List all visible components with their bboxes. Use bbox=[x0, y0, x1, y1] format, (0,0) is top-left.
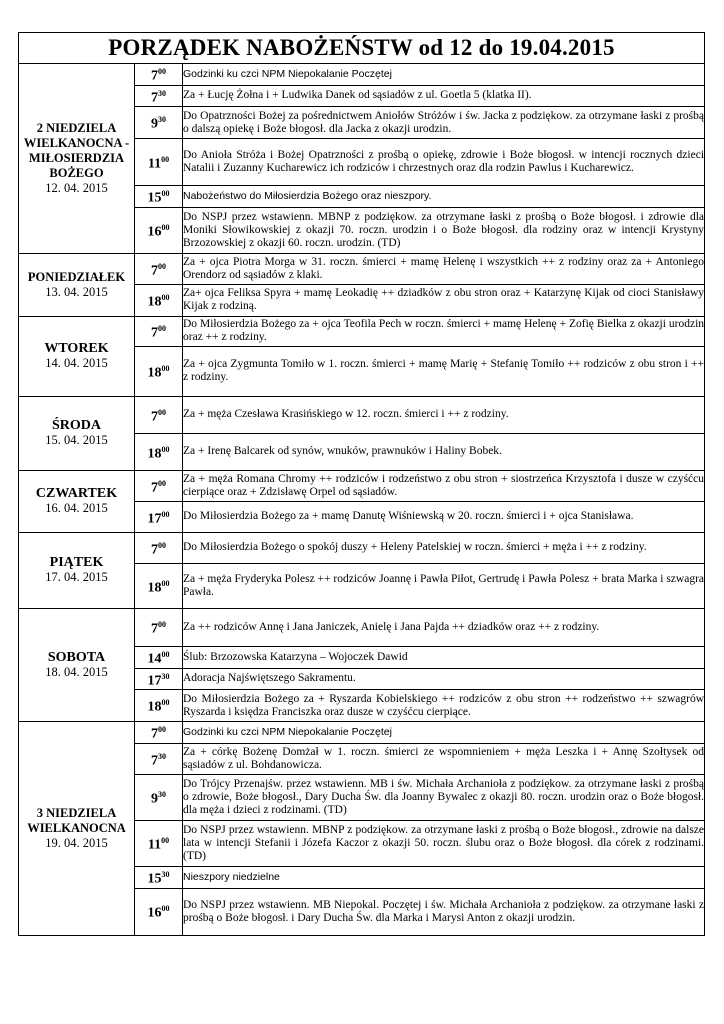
mass-intention: Do Miłosierdzia Bożego o spokój duszy + Heleny Patelskiej w roczn. śmierci + męża i ++ z rodziny. bbox=[183, 532, 705, 563]
time-hour: 7 bbox=[151, 753, 158, 769]
day-cell bbox=[19, 64, 135, 254]
time-hour: 7 bbox=[151, 263, 158, 279]
mass-intention: Do Trójcy Przenajśw. przez wstawienn. MB i św. Michała Archanioła z podziękow. za otrzymane łaski z prośbą o zdrowie, Boże błogosł., Dary Ducha Św. dla Joanny Bywalec z okazji 80. roczn. urodzin oraz o Boże błogosł. dla męża i dzieci z rodzinami. (TD) bbox=[183, 774, 705, 820]
time-hour: 7 bbox=[151, 409, 158, 425]
day-cell bbox=[19, 470, 135, 532]
day-name: ŚRODA bbox=[51, 418, 101, 434]
time-minutes: 00 bbox=[158, 261, 166, 271]
mass-intention: Do Anioła Stróża i Bożej Opatrzności z prośbą o opiekę, zdrowie i Boże błogosł. w intencji rocznych dzieci Natalii i Zuzanny Kucharewicz ich rodziców i chrzestnych oraz dla rodzin Pawlus i Kucharewicz. bbox=[183, 139, 705, 186]
mass-time bbox=[135, 563, 183, 608]
mass-time bbox=[135, 668, 183, 690]
time-minutes: 00 bbox=[161, 836, 170, 846]
day-cell bbox=[19, 532, 135, 608]
page-title: PORZĄDEK NABOŻEŃSTW od 12 do 19.04.2015 bbox=[19, 33, 705, 64]
time-hour: 7 bbox=[151, 542, 158, 558]
mass-time bbox=[135, 501, 183, 532]
mass-time bbox=[135, 722, 183, 744]
time-hour: 15 bbox=[147, 190, 162, 206]
time-minutes: 30 bbox=[158, 88, 166, 98]
mass-time bbox=[135, 820, 183, 866]
time-minutes: 00 bbox=[161, 223, 170, 233]
mass-time bbox=[135, 346, 183, 396]
time-minutes: 00 bbox=[161, 189, 170, 199]
mass-time bbox=[135, 690, 183, 722]
time-minutes: 30 bbox=[158, 115, 166, 125]
mass-time bbox=[135, 743, 183, 774]
schedule-table bbox=[18, 32, 705, 936]
time-hour: 14 bbox=[147, 651, 162, 667]
mass-intention: Za+ ojca Feliksa Spyra + mamę Leokadię ++ dziadków z obu stron oraz + Katarzynę Kijak od cioci Stanisławy Kijak z rodziną. bbox=[183, 284, 705, 316]
mass-intention: Do NSPJ przez wstawienn. MB Niepokal. Poczętej i św. Michała Archanioła z podziękow. za otrzymane łaski z prośbą o Boże błogosł. i Dary Ducha Św. dla Marka i Marysi Anton z okazji urodzin. bbox=[183, 888, 705, 935]
mass-intention: Do Miłosierdzia Bożego za + Ryszarda Kobielskiego ++ rodziców z obu stron ++ rodzeństwo ++ szwagrów Ryszarda i księdza Franciszka oraz dusze w czyśćcu cierpiące. bbox=[183, 690, 705, 722]
day-name: 2 NIEDZIELA WIELKANOCNA - MIŁOSIERDZIA BOŻEGO bbox=[23, 120, 130, 180]
day-date: 13. 04. 2015 bbox=[45, 284, 108, 299]
day-cell bbox=[19, 608, 135, 721]
time-hour: 7 bbox=[151, 621, 158, 637]
time-minutes: 00 bbox=[158, 540, 166, 550]
mass-time bbox=[135, 186, 183, 208]
time-hour: 17 bbox=[147, 511, 162, 527]
time-minutes: 00 bbox=[161, 649, 170, 659]
day-cell bbox=[19, 316, 135, 396]
day-date: 12. 04. 2015 bbox=[45, 180, 108, 195]
mass-intention: Godzinki ku czci NPM Niepokalanie Poczętej bbox=[183, 64, 705, 86]
time-minutes: 00 bbox=[161, 509, 170, 519]
mass-time bbox=[135, 646, 183, 668]
day-name: SOBOTA bbox=[47, 650, 106, 666]
time-hour: 9 bbox=[151, 791, 158, 807]
day-date: 14. 04. 2015 bbox=[45, 356, 108, 371]
time-hour: 17 bbox=[147, 673, 162, 689]
time-hour: 18 bbox=[147, 446, 162, 462]
mass-intention: Za + męża Romana Chromy ++ rodziców i rodzeństwo z obu stron + siostrzeńca Krzysztofa i dusze w czyśćcu cierpiące oraz + Zdzisławę Orpel od sąsiadów. bbox=[183, 470, 705, 501]
mass-intention: Za + Irenę Balcarek od synów, wnuków, prawnuków i Haliny Bobek. bbox=[183, 433, 705, 470]
mass-time bbox=[135, 433, 183, 470]
mass-intention: Do Miłosierdzia Bożego za + mamę Danutę Wiśniewską w 20. roczn. śmierci i + ojca Stanisława. bbox=[183, 501, 705, 532]
schedule-row bbox=[19, 532, 705, 563]
time-hour: 18 bbox=[147, 700, 162, 716]
day-cell bbox=[19, 253, 135, 316]
mass-time bbox=[135, 85, 183, 107]
time-minutes: 00 bbox=[161, 293, 170, 303]
mass-time bbox=[135, 207, 183, 253]
day-name: PONIEDZIAŁEK bbox=[27, 269, 126, 284]
mass-time bbox=[135, 284, 183, 316]
mass-time bbox=[135, 470, 183, 501]
mass-intention: Za + męża Fryderyka Polesz ++ rodziców Joannę i Pawła Piłot, Gertrudę i Pawła Polesz + brata Marka i szwagra Pawła. bbox=[183, 563, 705, 608]
mass-intention: Za + ojca Zygmunta Tomiło w 1. roczn. śmierci + mamę Marię + Stefanię Tomiło ++ rodziców z obu stron i ++ z rodziny. bbox=[183, 346, 705, 396]
time-minutes: 30 bbox=[161, 671, 170, 681]
mass-time bbox=[135, 316, 183, 346]
time-minutes: 00 bbox=[158, 478, 166, 488]
time-minutes: 30 bbox=[158, 751, 166, 761]
mass-time bbox=[135, 866, 183, 888]
mass-time bbox=[135, 608, 183, 646]
day-cell bbox=[19, 396, 135, 470]
mass-intention: Za + męża Czesława Krasińskiego w 12. roczn. śmierci i ++ z rodziny. bbox=[183, 396, 705, 433]
day-name: WTOREK bbox=[44, 341, 109, 357]
mass-time bbox=[135, 107, 183, 139]
time-hour: 9 bbox=[151, 117, 158, 133]
mass-intention: Do NSPJ przez wstawienn. MBNP z podziękow. za otrzymane łaski z prośbą o Boże błogosł., zdrowie na dalsze lata w intencji Stefanii i Józefa Kaczor z okazji 50. roczn. ślubu oraz o Boże błogosł. dla córek z rodzinami. (TD) bbox=[183, 820, 705, 866]
schedule-row bbox=[19, 608, 705, 646]
mass-intention: Do NSPJ przez wstawienn. MBNP z podziękow. za otrzymane łaski z prośbą o Boże błogosł. i zdrowie dla Moniki Słowikowskiej z okazji 70. roczn. urodzin i o Boże błogosł. dla rodziny oraz w intencji Krystyny Brzozowskiej z okazji 60. roczn. urodzin. (TD) bbox=[183, 207, 705, 253]
mass-intention: Do Miłosierdzia Bożego za + ojca Teofila Pech w roczn. śmierci + mamę Helenę + Zofię Bielka z okazji urodzin oraz ++ z rodziny. bbox=[183, 316, 705, 346]
mass-intention: Adoracja Najświętszego Sakramentu. bbox=[183, 668, 705, 690]
time-hour: 16 bbox=[147, 905, 162, 921]
mass-intention: Za + córkę Bożenę Domżał w 1. roczn. śmierci ze wspomnieniem + męża Leszka i + Annę Szołtysek od sąsiadów z ul. Bohdanowicza. bbox=[183, 743, 705, 774]
day-date: 19. 04. 2015 bbox=[45, 835, 108, 850]
time-hour: 18 bbox=[147, 365, 162, 381]
time-minutes: 00 bbox=[158, 725, 166, 735]
schedule-row bbox=[19, 722, 705, 744]
mass-time bbox=[135, 253, 183, 284]
mass-intention: Nabożeństwo do Miłosierdzia Bożego oraz nieszpory. bbox=[183, 186, 705, 208]
mass-time bbox=[135, 139, 183, 186]
time-hour: 11 bbox=[147, 156, 162, 172]
time-hour: 18 bbox=[147, 580, 162, 596]
day-cell bbox=[19, 722, 135, 935]
time-hour: 7 bbox=[151, 726, 158, 742]
mass-time bbox=[135, 888, 183, 935]
time-hour: 18 bbox=[147, 294, 162, 310]
mass-intention: Nieszpory niedzielne bbox=[183, 866, 705, 888]
mass-time bbox=[135, 64, 183, 86]
time-minutes: 30 bbox=[158, 790, 166, 800]
time-minutes: 00 bbox=[158, 620, 166, 630]
time-minutes: 00 bbox=[158, 407, 166, 417]
mass-intention: Za + ojca Piotra Morga w 31. roczn. śmierci + mamę Helenę i wszystkich ++ z rodziny oraz za + Antoniego Orendorz od sąsiadów z klaki. bbox=[183, 253, 705, 284]
mass-intention: Za + Łucję Żołna i + Ludwika Danek od sąsiadów z ul. Goetla 5 (klatka II). bbox=[183, 85, 705, 107]
day-date: 17. 04. 2015 bbox=[45, 570, 108, 585]
time-hour: 7 bbox=[151, 68, 158, 84]
day-date: 18. 04. 2015 bbox=[45, 665, 108, 680]
mass-time bbox=[135, 532, 183, 563]
mass-time bbox=[135, 774, 183, 820]
time-minutes: 00 bbox=[158, 324, 166, 334]
time-hour: 7 bbox=[151, 325, 158, 341]
time-minutes: 00 bbox=[161, 698, 170, 708]
mass-time bbox=[135, 396, 183, 433]
day-name: 3 NIEDZIELA WIELKANOCNA bbox=[27, 805, 126, 835]
time-minutes: 00 bbox=[161, 154, 170, 164]
day-name: PIĄTEK bbox=[49, 555, 104, 571]
schedule-row bbox=[19, 396, 705, 433]
schedule-row bbox=[19, 316, 705, 346]
time-minutes: 30 bbox=[161, 869, 170, 879]
mass-intention: Ślub: Brzozowska Katarzyna – Wojoczek Dawid bbox=[183, 646, 705, 668]
time-hour: 11 bbox=[147, 837, 162, 853]
schedule-row bbox=[19, 64, 705, 86]
schedule-row bbox=[19, 470, 705, 501]
time-hour: 7 bbox=[151, 90, 158, 106]
mass-intention: Godzinki ku czci NPM Niepokalanie Poczętej bbox=[183, 722, 705, 744]
mass-intention: Za ++ rodziców Annę i Jana Janiczek, Anielę i Jana Pajda ++ dziadków oraz ++ z rodziny. bbox=[183, 608, 705, 646]
day-name: CZWARTEK bbox=[35, 486, 118, 502]
time-hour: 15 bbox=[147, 871, 162, 887]
time-hour: 7 bbox=[151, 480, 158, 496]
schedule-row bbox=[19, 253, 705, 284]
time-minutes: 00 bbox=[161, 444, 170, 454]
day-date: 15. 04. 2015 bbox=[45, 433, 108, 448]
time-minutes: 00 bbox=[161, 364, 170, 374]
time-minutes: 00 bbox=[161, 904, 170, 914]
day-date: 16. 04. 2015 bbox=[45, 501, 108, 516]
time-hour: 16 bbox=[147, 224, 162, 240]
mass-intention: Do Opatrzności Bożej za pośrednictwem Aniołów Stróżów i św. Jacka z podziękow. za otrzymane łaski z prośbą o dalszą opiekę i Boże błogosł. dla Jacka z okazji urodzin. bbox=[183, 107, 705, 139]
time-minutes: 00 bbox=[161, 578, 170, 588]
time-minutes: 00 bbox=[158, 67, 166, 76]
